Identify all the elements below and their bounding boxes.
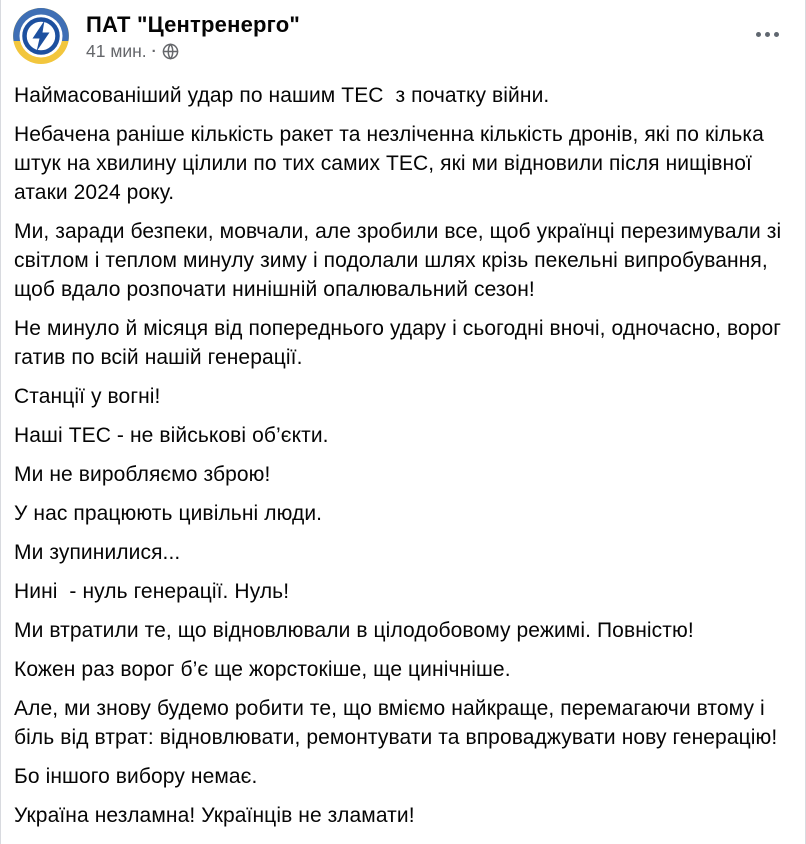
post-paragraph: Ми не виробляємо зброю! — [14, 463, 271, 486]
post-meta — [86, 41, 300, 62]
meta-separator: · — [151, 42, 157, 60]
avatar[interactable] — [13, 8, 69, 64]
post-paragraph: Але, ми знову будемо робити те, що вміємо найкраще, перемагаючи втому і біль від втрат: відновлювати, ремонтувати та впроваджувати нову генерацію! — [14, 697, 778, 749]
post-paragraph: Україна незламна! Українців не зламати! — [14, 804, 415, 827]
post-paragraph: У нас працюють цивільні люди. — [14, 502, 323, 525]
post-header-info — [86, 8, 300, 62]
author-name[interactable]: ПАТ "Центренерго" — [86, 12, 301, 37]
post-timestamp[interactable]: 41 мин. — [86, 40, 147, 61]
post-paragraph: Ми, заради безпеки, мовчали, але зробили все, щоб українці перезимували зі світлом і теплом минулу зиму і подолали шлях крізь пекельні випробування, щоб вдало розпочати нинішній опалювальний сезон! — [14, 220, 788, 301]
ellipsis-icon — [756, 32, 779, 37]
post-header — [1, 0, 805, 64]
post-paragraph: Небачена раніше кількість ракет та незліченна кількість дронів, які по кілька штук на хвилину цілили по тих самих ТЕС, які ми відновили після нищівної атаки 2024 року. — [14, 123, 770, 204]
post-paragraph: Нині - нуль генерації. Нуль! — [14, 580, 290, 603]
post-body — [1, 64, 805, 844]
post-menu-button[interactable] — [749, 20, 785, 48]
centrenergo-lightning-logo-icon — [13, 8, 69, 64]
post-paragraph: Бо іншого вибору немає. — [14, 765, 258, 788]
post-paragraph: Ми зупинилися... — [14, 541, 181, 564]
globe-icon — [162, 43, 179, 60]
post-paragraph: Станції у вогні! — [14, 385, 161, 408]
post-paragraph: Наші ТЕС - не військові об’єкти. — [14, 424, 329, 447]
post-paragraph: Не минуло й місяця від попереднього удару і сьогодні вночі, одночасно, ворог гатив по всій нашій генерації. — [14, 317, 788, 369]
post-paragraph: Ми втратили те, що відновлювали в цілодобовому режимі. Повністю! — [14, 619, 694, 642]
post-paragraph: Наймасованіший удар по нашим ТЕС з початку війни. — [14, 84, 550, 107]
post-paragraph: Кожен раз ворог б’є ще жорстокіше, ще цинічніше. — [14, 658, 511, 681]
